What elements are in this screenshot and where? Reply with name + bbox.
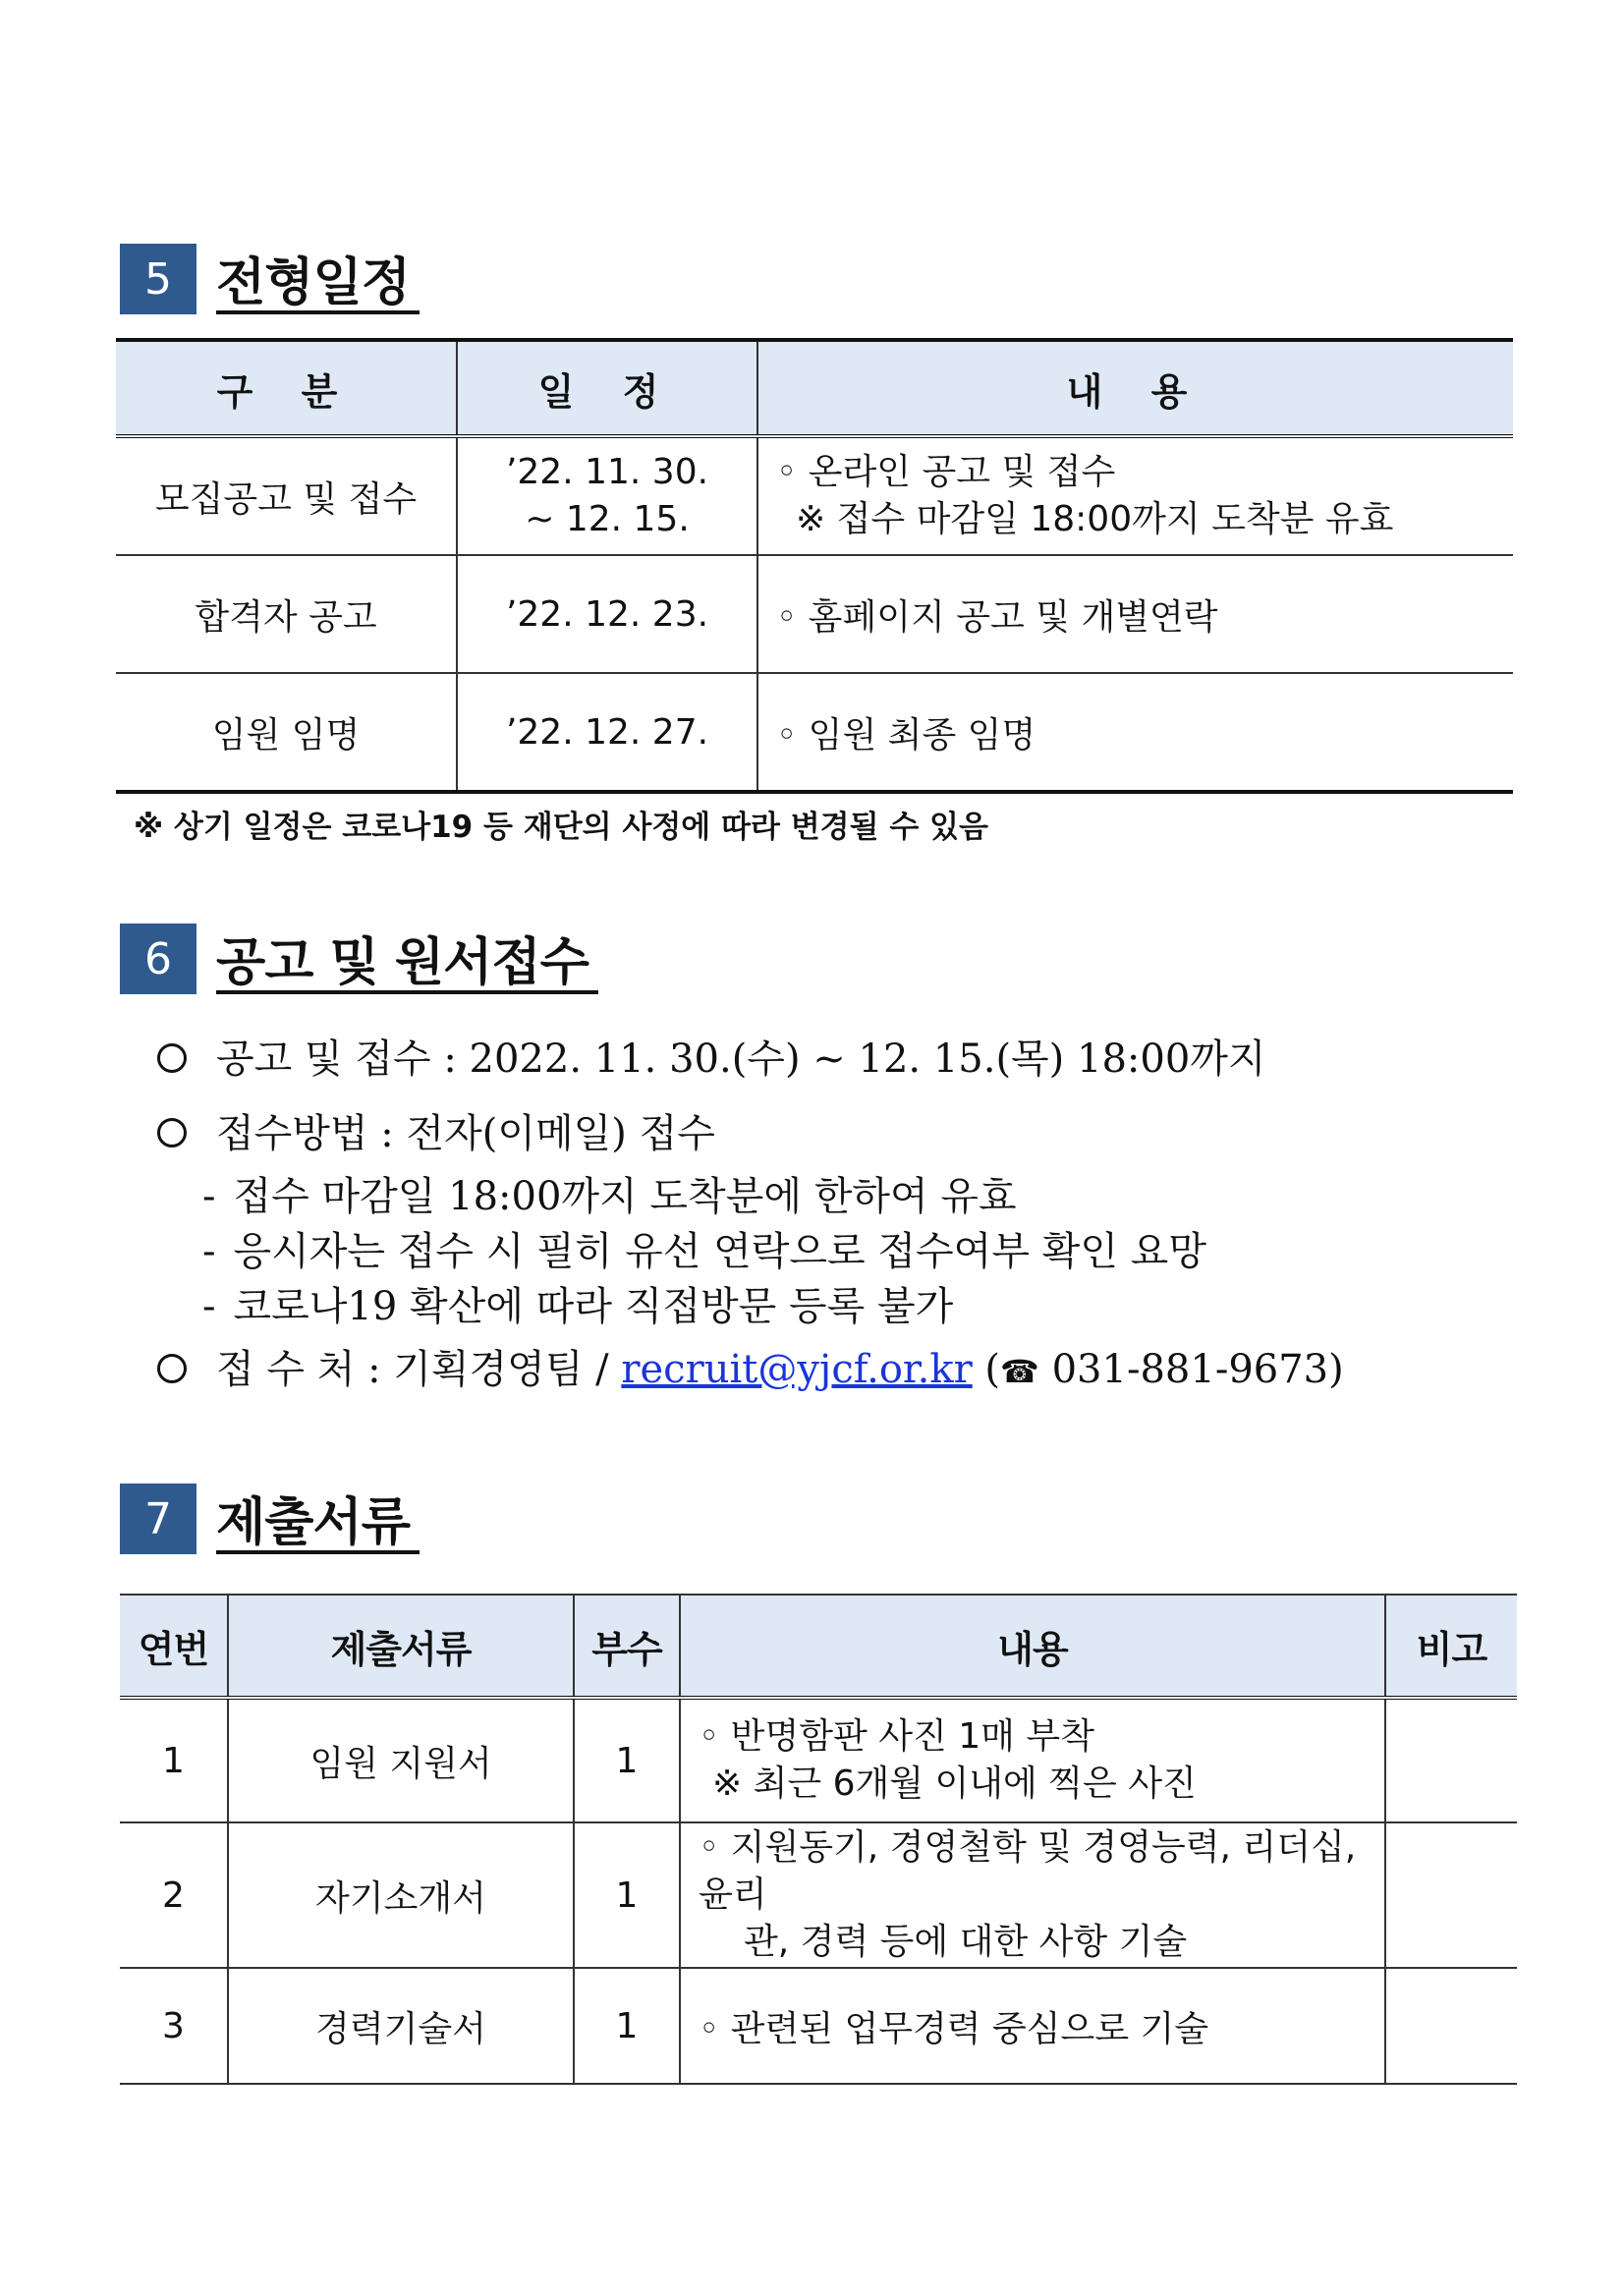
date-line: ’22. 11. 30. <box>505 452 709 492</box>
column-header: 내용 <box>680 1595 1385 1698</box>
document-name-cell: 임원 지원서 <box>228 1698 574 1822</box>
content-cell: ◦ 홈페이지 공고 및 개별연락 <box>757 555 1513 673</box>
section-number: 6 <box>120 924 196 994</box>
document-name-cell: 자기소개서 <box>228 1822 574 1968</box>
bullet-text: 접 수 처 : 기획경영팀 / <box>216 1347 622 1392</box>
table-row <box>116 555 1513 673</box>
column-header: 제출서류 <box>228 1595 574 1698</box>
dash-bullet-icon: - <box>202 1229 216 1274</box>
bullet-text: 접수방법 : 전자(이메일) 접수 <box>216 1111 715 1156</box>
bullet-item <box>157 1338 1344 1394</box>
table-row <box>116 436 1513 555</box>
content-line: ◦ 온라인 공고 및 접수 <box>776 452 1116 492</box>
phone-number: 031-881-9673) <box>1051 1347 1344 1392</box>
dash-text: 접수 마감일 18:00까지 도착분에 한하여 유효 <box>233 1174 1017 1219</box>
dash-bullet-icon: - <box>202 1174 216 1219</box>
number-cell: 1 <box>120 1698 228 1822</box>
content-cell: ◦ 관련된 업무경력 중심으로 기술 <box>680 1968 1385 2084</box>
date-cell <box>457 436 757 555</box>
email-link[interactable]: recruit@yjcf.or.kr <box>621 1347 973 1392</box>
phone-icon: ☎ <box>1000 1353 1039 1390</box>
schedule-table <box>116 338 1513 794</box>
section-title: 전형일정 <box>216 244 420 314</box>
column-header: 비고 <box>1385 1595 1517 1698</box>
content-line: ◦ 반명함판 사진 1매 부착 <box>699 1716 1094 1757</box>
table-header-row <box>116 340 1513 436</box>
dash-item <box>157 1165 1017 1221</box>
column-header: 부수 <box>574 1595 680 1698</box>
content-line: ◦ 지원동기, 경영철학 및 경영능력, 리더십, 윤리 <box>699 1827 1357 1915</box>
category-cell: 임원 임명 <box>116 673 457 792</box>
section-number: 7 <box>120 1484 196 1554</box>
count-cell: 1 <box>574 1822 680 1968</box>
bullet-item <box>157 1102 715 1158</box>
section-7-header <box>120 1484 420 1554</box>
table-row <box>120 1968 1517 2084</box>
column-header: 구 분 <box>116 340 457 436</box>
bullet-text: 공고 및 접수 : 2022. 11. 30.(수) ~ 12. 15.(목) 18:00까지 <box>216 1036 1266 1082</box>
content-note: ※ 접수 마감일 18:00까지 도착분 유효 <box>796 499 1394 539</box>
documents-table <box>120 1594 1517 2085</box>
date-cell: ’22. 12. 27. <box>457 673 757 792</box>
section-title: 제출서류 <box>216 1484 420 1554</box>
dash-item <box>157 1275 953 1331</box>
remarks-cell <box>1385 1698 1517 1822</box>
category-cell: 합격자 공고 <box>116 555 457 673</box>
table-row <box>116 673 1513 792</box>
content-cell <box>757 436 1513 555</box>
table-row <box>120 1822 1517 1968</box>
content-note: ※ 최근 6개월 이내에 찍은 사진 <box>712 1764 1197 1804</box>
dash-bullet-icon: - <box>202 1284 216 1329</box>
phone-open: ( <box>984 1347 1001 1392</box>
count-cell: 1 <box>574 1698 680 1822</box>
content-line: 관, 경력 등에 대한 사항 기술 <box>744 1922 1188 1962</box>
document-name-cell: 경력기술서 <box>228 1968 574 2084</box>
schedule-note: ※ 상기 일정은 코로나19 등 재단의 사정에 따라 변경될 수 있음 <box>134 810 988 845</box>
circle-bullet-icon <box>157 1043 187 1073</box>
number-cell: 3 <box>120 1968 228 2084</box>
dash-text: 코로나19 확산에 따라 직접방문 등록 불가 <box>233 1284 954 1329</box>
date-line: ~ 12. 15. <box>525 499 690 539</box>
table-row <box>120 1698 1517 1822</box>
remarks-cell <box>1385 1968 1517 2084</box>
number-cell: 2 <box>120 1822 228 1968</box>
column-header: 연번 <box>120 1595 228 1698</box>
content-cell <box>680 1822 1385 1968</box>
date-cell: ’22. 12. 23. <box>457 555 757 673</box>
table-header-row <box>120 1595 1517 1698</box>
bullet-item <box>157 1028 1266 1084</box>
remarks-cell <box>1385 1822 1517 1968</box>
category-cell: 모집공고 및 접수 <box>116 436 457 555</box>
dash-item <box>157 1220 1206 1276</box>
section-5-header <box>120 244 420 314</box>
dash-text: 응시자는 접수 시 필히 유선 연락으로 접수여부 확인 요망 <box>233 1229 1206 1274</box>
circle-bullet-icon <box>157 1118 187 1148</box>
column-header: 일 정 <box>457 340 757 436</box>
circle-bullet-icon <box>157 1354 187 1383</box>
section-title: 공고 및 원서접수 <box>216 924 598 994</box>
section-6-header <box>120 924 598 994</box>
count-cell: 1 <box>574 1968 680 2084</box>
column-header: 내 용 <box>757 340 1513 436</box>
content-cell <box>680 1698 1385 1822</box>
content-cell: ◦ 임원 최종 임명 <box>757 673 1513 792</box>
section-number: 5 <box>120 244 196 314</box>
